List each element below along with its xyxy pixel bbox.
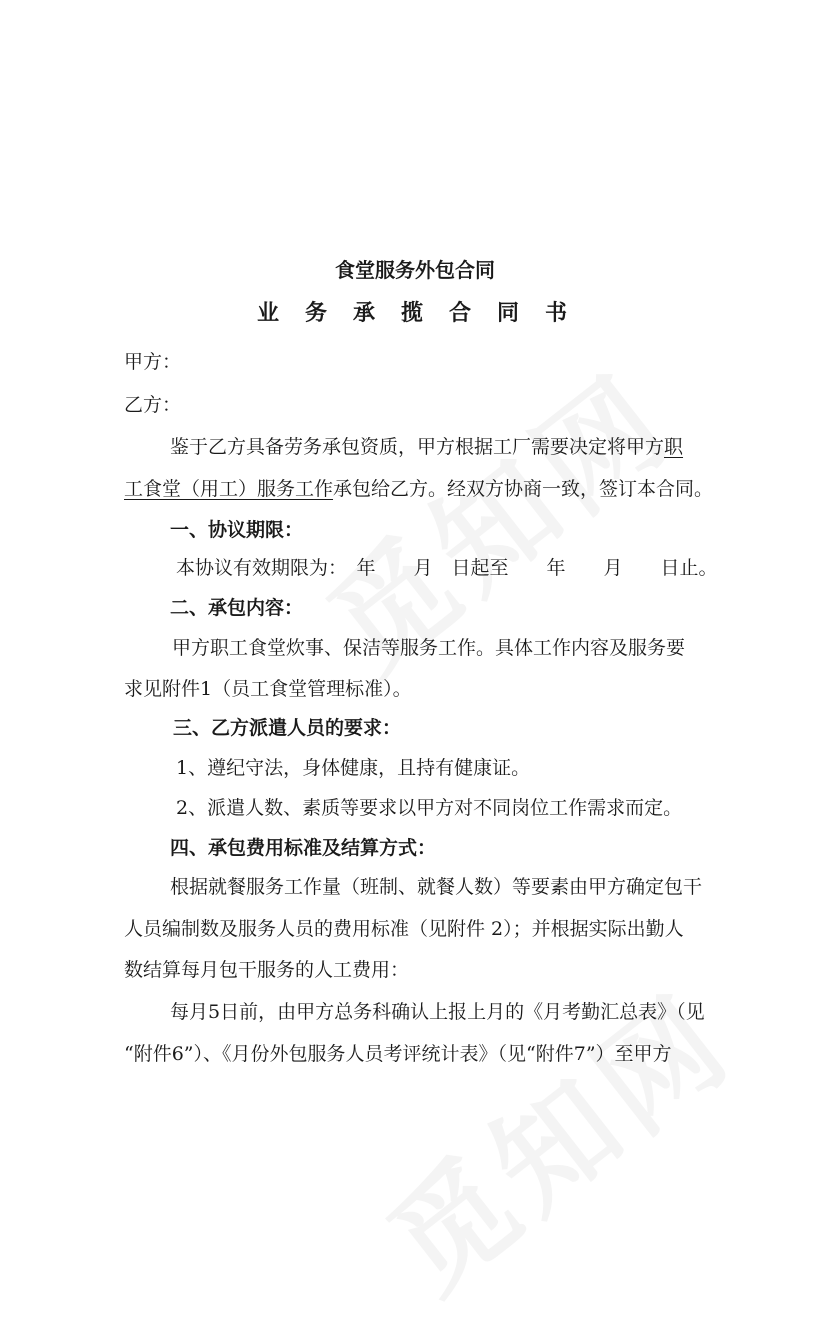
intro-text: 承包给乙方。经双方协商一致，签订本合同。 [333, 478, 714, 500]
section-4-heading: 四、承包费用标准及结算方式： [170, 837, 437, 859]
intro-paragraph-line-2 [124, 477, 713, 501]
intro-paragraph-line-1 [170, 435, 683, 459]
section-4-text-line-3: 数结算每月包干服务的人工费用： [124, 959, 410, 981]
section-3-item-2: 2、派遣人数、素质等要求以甲方对不同岗位工作需求而定。 [176, 797, 683, 819]
party-b-label: 乙方： [124, 394, 182, 416]
intro-text: 鉴于乙方具备劳务承包资质，甲方根据工厂需要决定将甲方 [170, 436, 665, 458]
section-2-text-line-2: 求见附件1（员工食堂管理标准）。 [124, 678, 412, 700]
intro-underlined-text: 职 [664, 436, 684, 458]
section-1-text: 本协议有效期限为： 年 月 日起至 年 月 日止。 [176, 557, 718, 579]
section-4-text-line-4: 每月5日前，由甲方总务科确认上报上月的《月考勤汇总表》（见 [170, 1001, 705, 1023]
party-a-label: 甲方： [124, 351, 182, 373]
section-2-text-line-1: 甲方职工食堂炊事、保洁等服务工作。具体工作内容及服务要 [172, 637, 686, 659]
document-subtitle: 食堂服务外包合同 [335, 258, 495, 282]
section-4-text-line-2: 人员编制数及服务人员的费用标准（见附件 2）；并根据实际出勤人 [124, 918, 684, 940]
section-3-heading: 三、乙方派遣人员的要求： [173, 717, 402, 739]
section-1-heading: 一、协议期限： [170, 519, 304, 541]
document-title: 业务承揽合同书 [256, 301, 593, 326]
section-3-item-1: 1、遵纪守法，身体健康，且持有健康证。 [176, 757, 531, 779]
section-2-heading: 二、承包内容： [170, 597, 304, 619]
section-4-text-line-5: “附件6”）、《月份外包服务人员考评统计表》（见“附件7”）至甲方 [124, 1043, 672, 1065]
section-4-text-line-1: 根据就餐服务工作量（班制、就餐人数）等要素由甲方确定包干 [170, 876, 703, 898]
intro-underlined-text: 工食堂（用工）服务工作 [124, 478, 334, 500]
